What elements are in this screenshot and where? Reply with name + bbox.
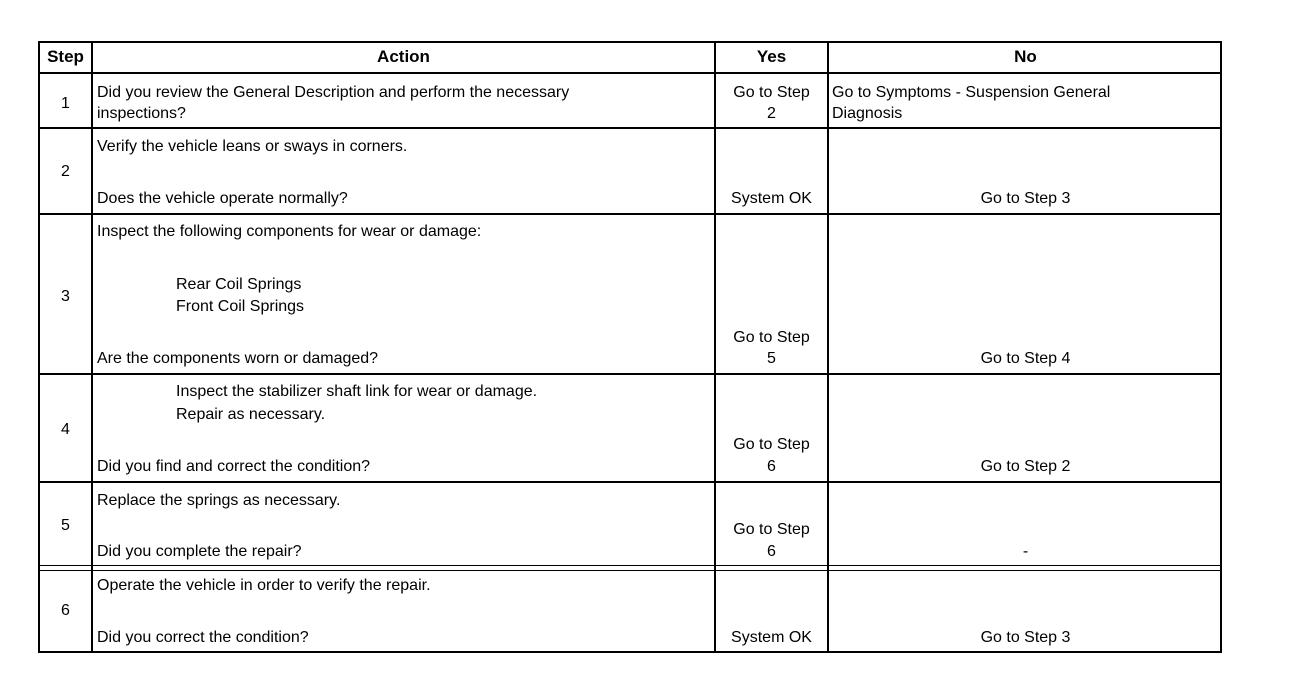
row-divider — [40, 481, 1220, 483]
action-intro: Verify the vehicle leans or sways in corners. — [97, 138, 408, 155]
no-result: Go to Step 2 — [980, 458, 1071, 475]
component-item: Rear Coil Springs — [176, 276, 302, 293]
action-question: Did you correct the condition? — [97, 629, 309, 646]
yes-result: 6 — [767, 458, 776, 475]
step-number: 6 — [61, 602, 70, 619]
step-number: 4 — [61, 421, 70, 438]
no-result: Go to Step 3 — [980, 190, 1071, 207]
no-result: - — [1022, 543, 1029, 560]
step-number: 5 — [61, 517, 70, 534]
header-action: Action — [377, 47, 430, 66]
action-item: Repair as necessary. — [176, 406, 326, 423]
action-intro: Operate the vehicle in order to verify the repair. — [97, 577, 431, 594]
action-question: Are the components worn or damaged? — [97, 350, 379, 367]
header-step: Step — [47, 47, 84, 66]
no-result: Diagnosis — [832, 105, 903, 122]
diagnostic-table — [38, 41, 1222, 653]
action-question: Did you find and correct the condition? — [97, 458, 371, 475]
yes-result: 5 — [767, 350, 776, 367]
row-divider — [40, 127, 1220, 129]
header-yes: Yes — [756, 47, 787, 66]
row-divider — [40, 565, 1220, 571]
action-intro: Replace the springs as necessary. — [97, 492, 341, 509]
action-question: Did you complete the repair? — [97, 543, 302, 560]
action-intro: Inspect the following components for wear or damage: — [97, 223, 482, 240]
yes-result: System OK — [731, 629, 812, 646]
no-result: Go to Step 3 — [980, 629, 1071, 646]
column-divider — [91, 43, 93, 651]
header-no: No — [1014, 47, 1037, 66]
yes-result: Go to Step — [733, 84, 810, 101]
action-item: Inspect the stabilizer shaft link for wear or damage. — [176, 383, 538, 400]
no-result: Go to Symptoms - Suspension General — [832, 84, 1111, 101]
yes-result: System OK — [731, 190, 812, 207]
yes-result: Go to Step — [733, 436, 810, 453]
yes-result: Go to Step — [733, 329, 810, 346]
row-divider — [40, 213, 1220, 215]
step-number: 1 — [61, 95, 70, 112]
no-result: Go to Step 4 — [980, 350, 1071, 367]
action-question: Does the vehicle operate normally? — [97, 190, 348, 207]
step-number: 3 — [61, 288, 70, 305]
step-number: 2 — [61, 163, 70, 180]
action-text: Did you review the General Description and perform the necessary — [97, 84, 570, 101]
row-divider — [40, 373, 1220, 375]
component-item: Front Coil Springs — [176, 298, 305, 315]
yes-result: 2 — [767, 105, 776, 122]
action-text: inspections? — [97, 105, 186, 122]
yes-result: Go to Step — [733, 521, 810, 538]
yes-result: 6 — [767, 543, 776, 560]
